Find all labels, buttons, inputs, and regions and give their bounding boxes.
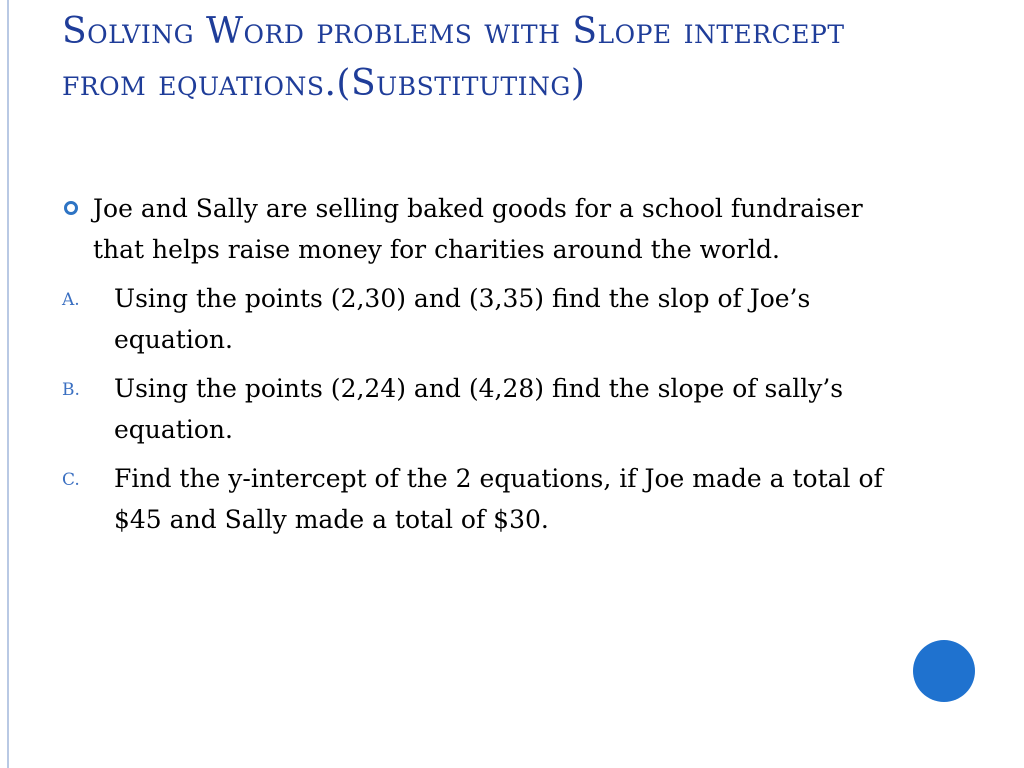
bullet-text: Joe and Sally are selling baked goods for a school fundraiser that helps raise money for charities around the world. — [93, 194, 863, 264]
slide-title: Solving Word problems with Slope intercept from equations.(Substituting) — [62, 11, 845, 104]
list-item-a — [62, 278, 892, 360]
list-marker: B. — [62, 380, 80, 400]
list-item-c — [62, 458, 892, 540]
right-stripe-band — [978, 0, 1024, 768]
slide-content — [62, 188, 892, 540]
decorative-circle — [913, 640, 975, 702]
ring-bullet-icon — [64, 201, 78, 215]
list-item-b — [62, 368, 892, 450]
list-item-text: Using the points (2,24) and (4,28) find the slope of sally’s equation. — [114, 374, 844, 444]
bullet-item — [62, 188, 892, 270]
left-border-line — [7, 0, 9, 768]
list-item-text: Find the y-intercept of the 2 equations, if Joe made a total of $45 and Sally made a total of $30. — [114, 464, 883, 534]
list-marker: A. — [62, 290, 80, 310]
list-marker: C. — [62, 470, 80, 490]
list-item-text: Using the points (2,30) and (3,35) find the slop of Joe’s equation. — [114, 284, 811, 354]
